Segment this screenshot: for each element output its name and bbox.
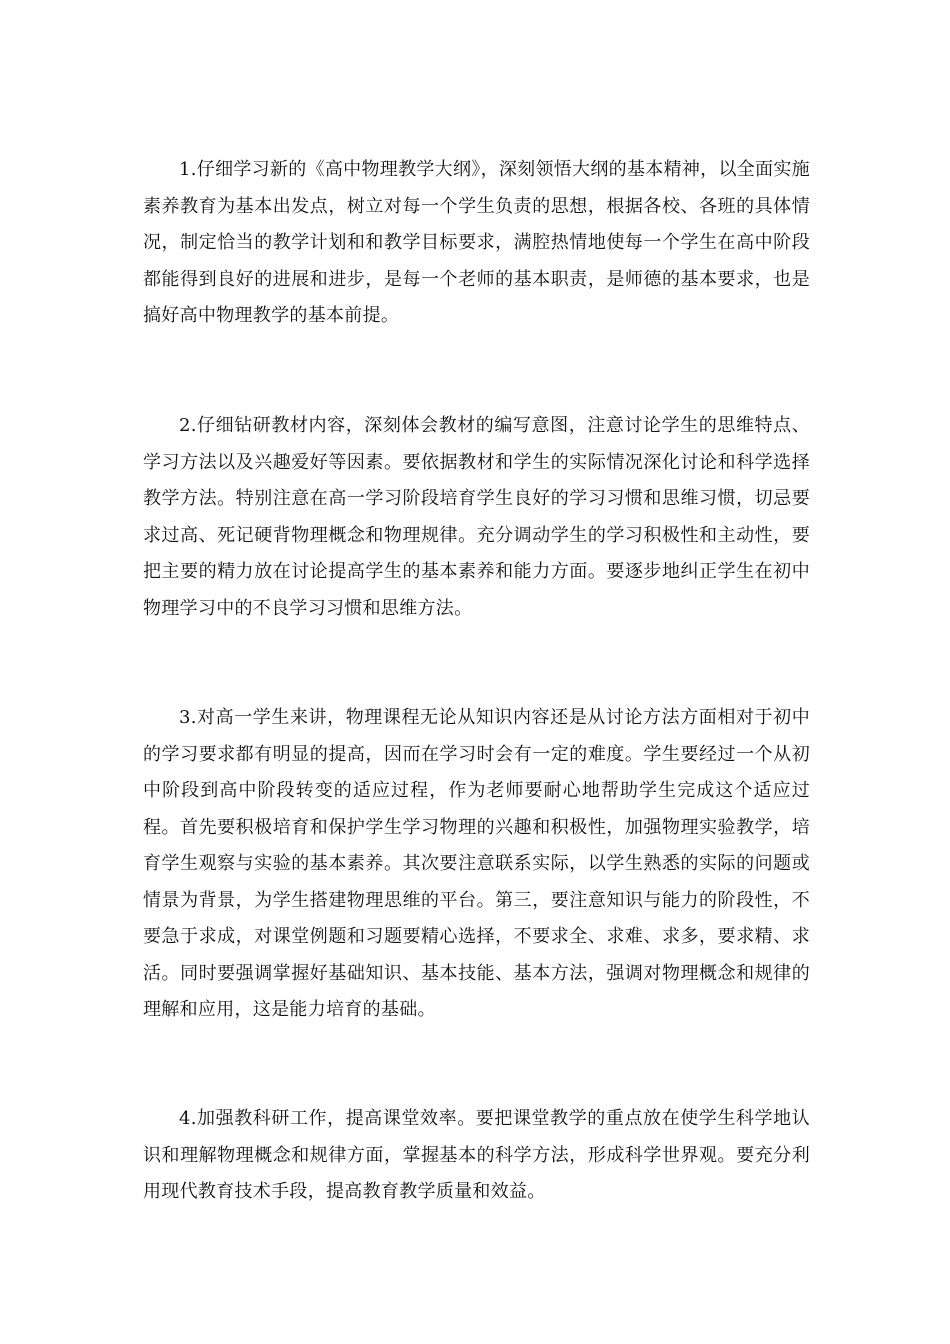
paragraph-4: 4.加强教科研工作，提高课堂效率。要把课堂教学的重点放在使学生科学地认识和理解物理概念和规律方面，掌握基本的科学方法，形成科学世界观。要充分利用现代教育技术手段，提高教育教学质量和效益。 [143, 1108, 810, 1202]
paragraph-2: 2.仔细钻研教材内容，深刻体会教材的编写意图，注意讨论学生的思维特点、学习方法以及兴趣爱好等因素。要依据教材和学生的实际情况深化讨论和科学选择教学方法。特别注意在高一学习阶段培育学生良好的学习习惯和思维习惯，切忌要求过高、死记硬背物理概念和物理规律。充分调动学生的学习积极性和主动性，要把主要的精力放在讨论提高学生的基本素养和能力方面。要逐步地纠正学生在初中物理学习中的不良学习习惯和思维方法。 [143, 415, 810, 619]
paragraph-1: 1.仔细学习新的《高中物理教学大纲》，深刻领悟大纲的基本精神，以全面实施素养教育为基本出发点，树立对每一个学生负责的思想，根据各校、各班的具体情况，制定恰当的教学计划和和教学目标要求，满腔热情地使每一个学生在高中阶段都能得到良好的进展和进步，是每一个老师的基本职责，是师德的基本要求，也是搞好高中物理教学的基本前提。 [143, 159, 810, 326]
paragraph-3: 3.对高一学生来讲，物理课程无论从知识内容还是从讨论方法方面相对于初中的学习要求都有明显的提高，因而在学习时会有一定的难度。学生要经过一个从初中阶段到高中阶段转变的适应过程，作为老师要耐心地帮助学生完成这个适应过程。首先要积极培育和保护学生学习物理的兴趣和积极性，加强物理实验教学，培育学生观察与实验的基本素养。其次要注意联系实际，以学生熟悉的实际的问题或情景为背景，为学生搭建物理思维的平台。第三，要注意知识与能力的阶段性，不要急于求成，对课堂例题和习题要精心选择，不要求全、求难、求多，要求精、求活。同时要强调掌握好基础知识、基本技能、基本方法，强调对物理概念和规律的理解和应用，这是能力培育的基础。 [143, 707, 810, 1020]
